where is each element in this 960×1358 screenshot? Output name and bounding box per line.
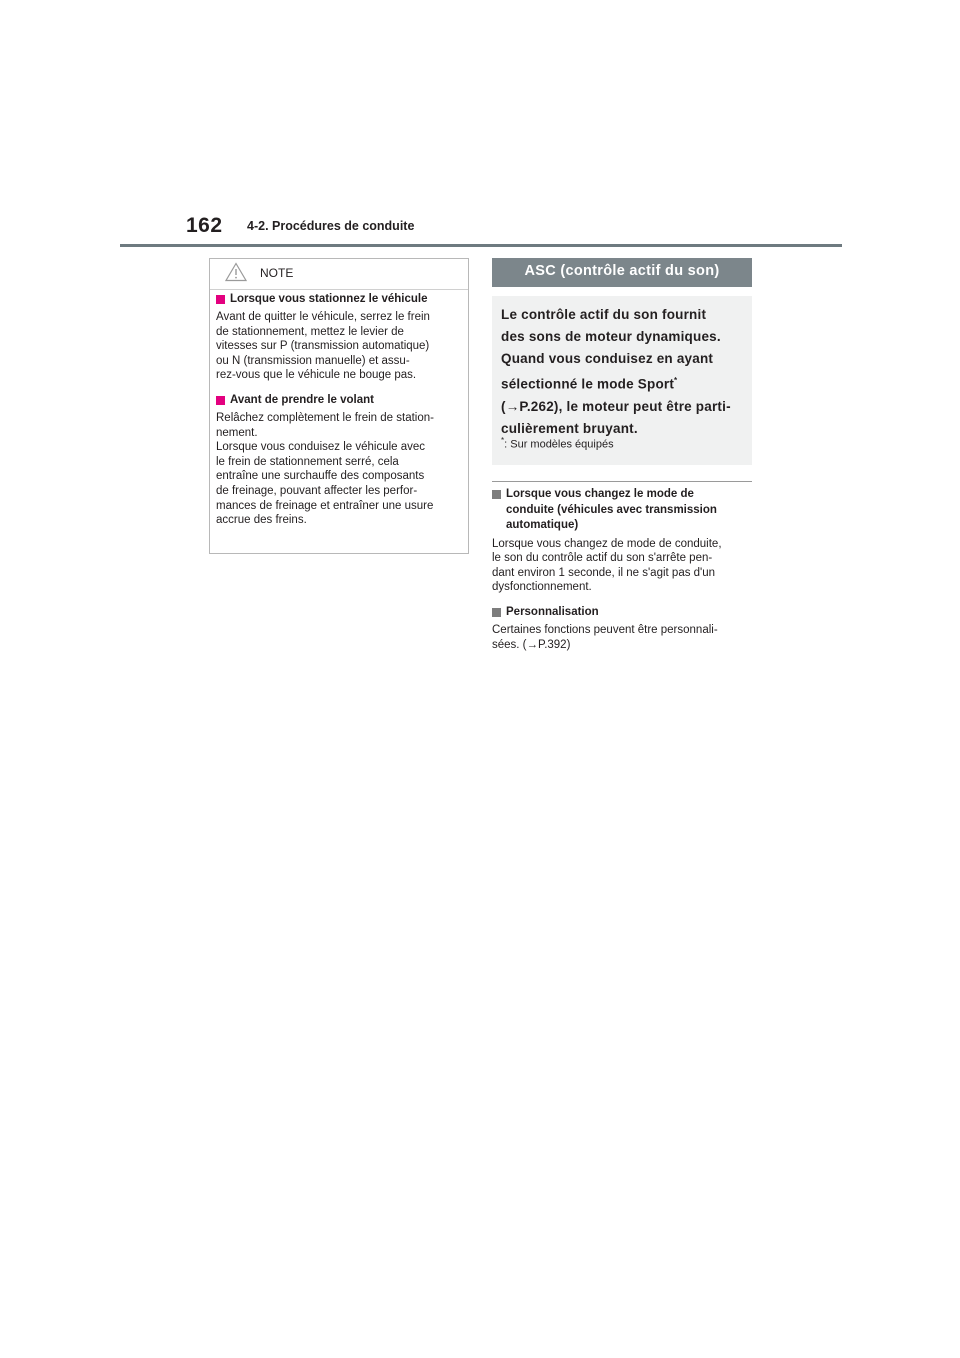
intro-line (501, 370, 747, 396)
grey-square-bullet-icon (492, 490, 501, 499)
footnote-marker: * (674, 376, 678, 385)
note-content (216, 292, 464, 538)
note-subheading-parking (216, 292, 464, 307)
subheading-text: Lorsque vous changez le mode de conduite (véhicules avec transmission automatique) (506, 488, 717, 531)
paragraph-customization: Certaines fonctions peuvent être personnali- sées. (→P.392) (492, 624, 718, 651)
note-heading-text: Avant de prendre le volant (230, 393, 374, 406)
note-subheading-driving (216, 393, 464, 408)
intro-text (501, 304, 747, 440)
footnote-text: : Sur modèles équipés (504, 438, 614, 451)
section-title: 4-2. Procédures de conduite (247, 219, 415, 233)
section-divider (492, 481, 752, 482)
intro-line: des sons de moteur dynamiques. (501, 329, 721, 344)
subheading-customization (492, 605, 754, 621)
intro-line: Le contrôle actif du son fournit (501, 307, 707, 322)
note-box (209, 258, 469, 554)
page-number: 162 (186, 214, 223, 237)
intro-line: culièrement bruyant. (501, 420, 638, 436)
paragraph-mode-change: Lorsque vous changez de mode de conduite, le son du contrôle actif du son s'arrête pen- dant environ 1 seconde, il ne s'agit pas d'un dysfonctionnement. (492, 537, 722, 594)
asc-heading-bar (492, 258, 752, 287)
footnote-marker: * (501, 436, 505, 445)
intro-line-text: sélectionné le mode Sport (501, 376, 675, 392)
asc-details (492, 487, 754, 663)
pink-square-bullet-icon (216, 396, 225, 405)
warning-triangle-icon (225, 262, 247, 282)
header-divider (120, 244, 842, 247)
intro-line: (→P.262), le moteur peut être parti- (501, 398, 731, 414)
note-paragraph-parking: Avant de quitter le véhicule, serrez le frein de stationnement, mettez le levier de vitesses sur P (transmission automatique) ou N (transmission manuelle) et assu- rez-vous que le véhicule ne bouge pas. (216, 311, 430, 382)
pink-square-bullet-icon (216, 295, 225, 304)
note-paragraph-driving: Relâchez complètement le frein de station- nement. Lorsque vous conduisez le véhicule avec le frein de stationnement serré, cela entraîne une surchauffe des composants de freinage, pouvant affecter les perfor- mances de freinage et entraîner une usure accrue des freins. (216, 411, 434, 527)
intro-box (492, 296, 752, 465)
note-heading-text: Lorsque vous stationnez le véhicule (230, 293, 428, 305)
subheading-text: Personnalisation (506, 605, 599, 618)
asc-heading: ASC (contrôle actif du son) (524, 263, 720, 279)
intro-line: Quand vous conduisez en ayant (501, 351, 714, 366)
subheading-mode-change (492, 487, 754, 534)
footnote (501, 436, 614, 451)
note-header (210, 259, 468, 290)
note-label: NOTE (260, 266, 294, 280)
grey-square-bullet-icon (492, 608, 501, 617)
